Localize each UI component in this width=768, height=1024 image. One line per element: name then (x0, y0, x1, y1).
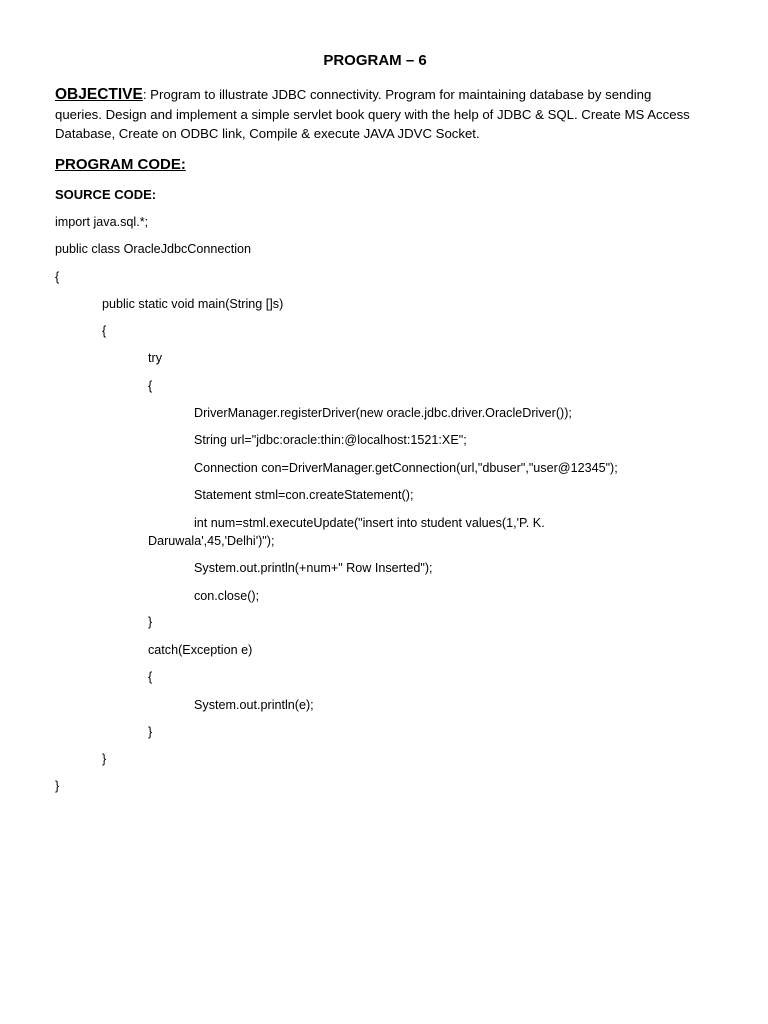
code-line: String url="jdbc:oracle:thin:@localhost:1521:XE"; (194, 433, 467, 447)
code-line: Statement stml=con.createStatement(); (194, 488, 414, 502)
program-title: PROGRAM – 6 (323, 52, 427, 69)
code-line: } (148, 725, 153, 739)
code-line: { (102, 324, 107, 338)
code-line: catch(Exception e) (148, 643, 253, 657)
objective-label: OBJECTIVE (55, 86, 143, 103)
code-line: import java.sql.*; (55, 215, 149, 229)
code-line: public class OracleJdbcConnection (55, 242, 252, 256)
code-line: } (102, 752, 107, 766)
code-line: { (55, 270, 60, 284)
code-line: public static void main(String []s) (102, 297, 284, 311)
code-line: int num=stml.executeUpdate("insert into student values(1,'P. K. (194, 516, 545, 530)
code-line: Connection con=DriverManager.getConnection(url,"dbuser","user@12345"); (194, 461, 618, 475)
objective-paragraph (55, 85, 695, 144)
code-line: System.out.println(e); (194, 698, 314, 712)
source-code-heading: SOURCE CODE: (55, 187, 157, 202)
code-line: con.close(); (194, 589, 260, 603)
code-line: } (148, 615, 153, 629)
code-line: try (148, 351, 162, 365)
code-line: DriverManager.registerDriver(new oracle.jdbc.driver.OracleDriver()); (194, 406, 572, 420)
code-line: { (148, 670, 153, 684)
code-line: System.out.println(+num+" Row Inserted"); (194, 561, 433, 575)
objective-text: : Program to illustrate JDBC connectivity. Program for maintaining database by sending queries. Design and implement a simple servlet book query with the help of JDBC & SQL. Create MS Access Database, Create on ODBC link, Compile & execute JAVA JDVC Socket. (55, 87, 690, 141)
code-line: Daruwala',45,'Delhi')"); (148, 534, 275, 548)
code-line: { (148, 379, 153, 393)
code-line: } (55, 779, 60, 793)
program-code-heading: PROGRAM CODE: (55, 156, 186, 173)
